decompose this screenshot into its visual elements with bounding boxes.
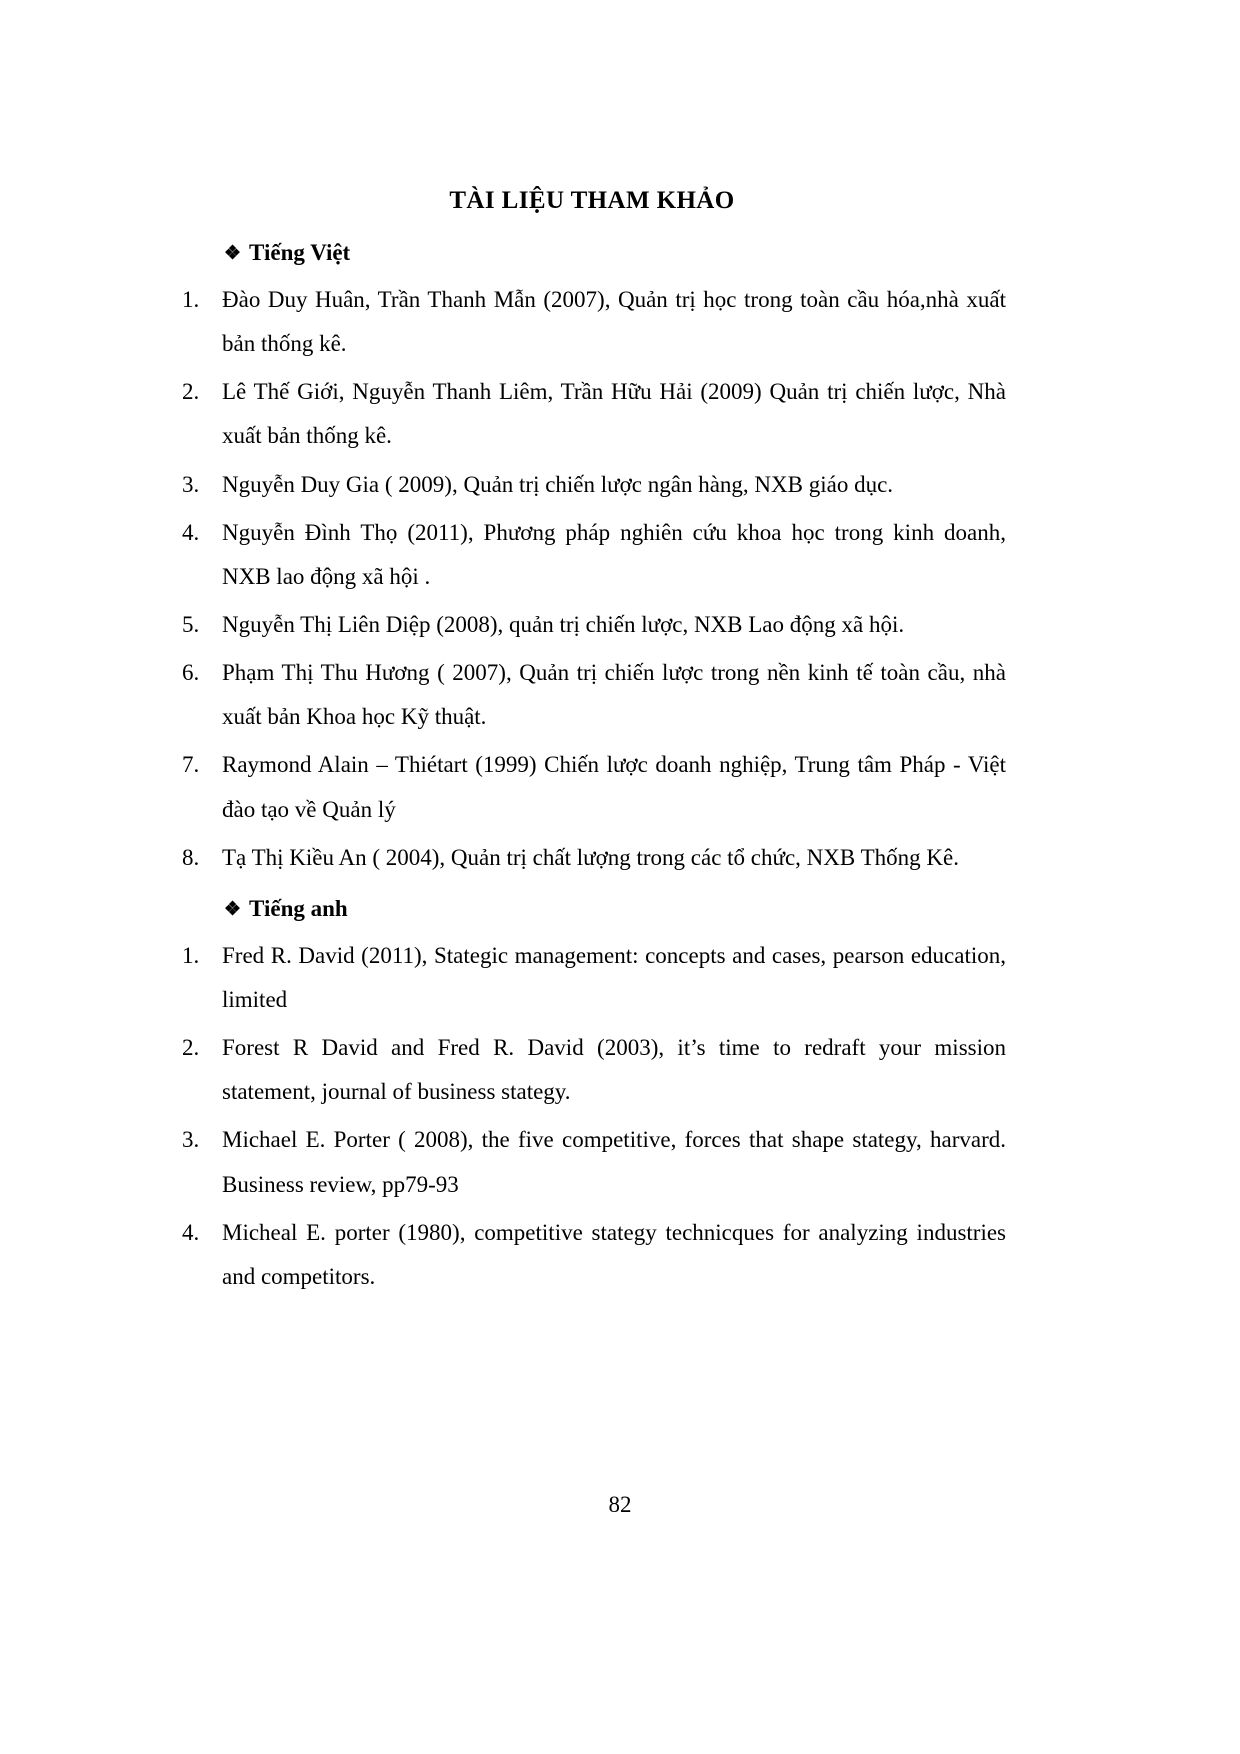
list-item-number: 3. <box>182 471 200 497</box>
list-item-text: Tạ Thị Kiều An ( 2004), Quản trị chất lượng trong các tổ chức, NXB Thống Kê. <box>222 844 959 870</box>
list-item-text: Fred R. David (2011), Stategic management: concepts and cases, pearson education, limited <box>222 942 1006 1012</box>
section-heading-label: Tiếng Việt <box>249 240 351 265</box>
list-item-text: Nguyễn Duy Gia ( 2009), Quản trị chiến lược ngân hàng, NXB giáo dục. <box>222 471 894 497</box>
list-item-text: Nguyễn Đình Thọ (2011), Phương pháp nghiên cứu khoa học trong kinh doanh, NXB lao động xã hội . <box>222 519 1006 589</box>
reference-list-english <box>178 934 1006 1299</box>
list-item-text: Nguyễn Thị Liên Diệp (2008), quản trị chiến lược, NXB Lao động xã hội. <box>222 611 905 637</box>
list-item <box>178 278 1006 366</box>
list-item-text: Micheal E. porter (1980), competitive stategy technicques for analyzing industries and competitors. <box>222 1219 1006 1289</box>
list-item <box>178 1026 1006 1114</box>
list-item-number: 2. <box>182 1035 200 1061</box>
list-item-number: 7. <box>182 752 200 778</box>
list-item-number: 2. <box>182 379 200 405</box>
section-heading-english <box>178 894 1006 924</box>
page-number: 82 <box>608 1492 632 1517</box>
list-item-text: Phạm Thị Thu Hương ( 2007), Quản trị chiến lược trong nền kinh tế toàn cầu, nhà xuất bản Khoa học Kỹ thuật. <box>222 660 1006 730</box>
list-item-text: Lê Thế Giới, Nguyễn Thanh Liêm, Trần Hữu Hải (2009) Quản trị chiến lược, Nhà xuất bản thống kê. <box>222 379 1006 449</box>
reference-list-vietnamese <box>178 278 1006 880</box>
list-item <box>178 743 1006 831</box>
list-item <box>178 603 1006 647</box>
page-content <box>178 186 1006 1303</box>
list-item <box>178 836 1006 880</box>
list-item-number: 3. <box>182 1127 200 1153</box>
list-item <box>178 1118 1006 1206</box>
list-item-number: 4. <box>182 519 200 545</box>
list-item-text: Michael E. Porter ( 2008), the five competitive, forces that shape stategy, harvard. Business review, pp79-93 <box>222 1127 1006 1197</box>
list-item <box>178 934 1006 1022</box>
diamond-bullet-icon: ❖ <box>224 243 242 264</box>
list-item-number: 1. <box>182 942 200 968</box>
list-item-text: Forest R David and Fred R. David (2003), it’s time to redraft your mission statement, journal of business stategy. <box>222 1035 1006 1105</box>
list-item <box>178 370 1006 458</box>
section-heading-label: Tiếng anh <box>249 895 348 921</box>
list-item-number: 5. <box>182 611 200 637</box>
list-item-number: 8. <box>182 844 200 870</box>
list-item-number: 4. <box>182 1219 200 1245</box>
list-item <box>178 1211 1006 1299</box>
list-item <box>178 511 1006 599</box>
list-item <box>178 463 1006 507</box>
diamond-bullet-icon: ❖ <box>224 898 242 920</box>
list-item <box>178 651 1006 739</box>
page-title: TÀI LIỆU THAM KHẢO <box>449 187 735 214</box>
list-item-text: Đào Duy Huân, Trần Thanh Mẫn (2007), Quản trị học trong toàn cầu hóa,nhà xuất bản thống kê. <box>222 286 1006 357</box>
list-item-number: 1. <box>182 286 200 312</box>
list-item-text: Raymond Alain – Thiétart (1999) Chiến lược doanh nghiệp, Trung tâm Pháp - Việt đào tạo về Quản lý <box>222 752 1006 822</box>
list-item-number: 6. <box>182 660 200 686</box>
section-heading-vietnamese <box>178 238 1006 268</box>
